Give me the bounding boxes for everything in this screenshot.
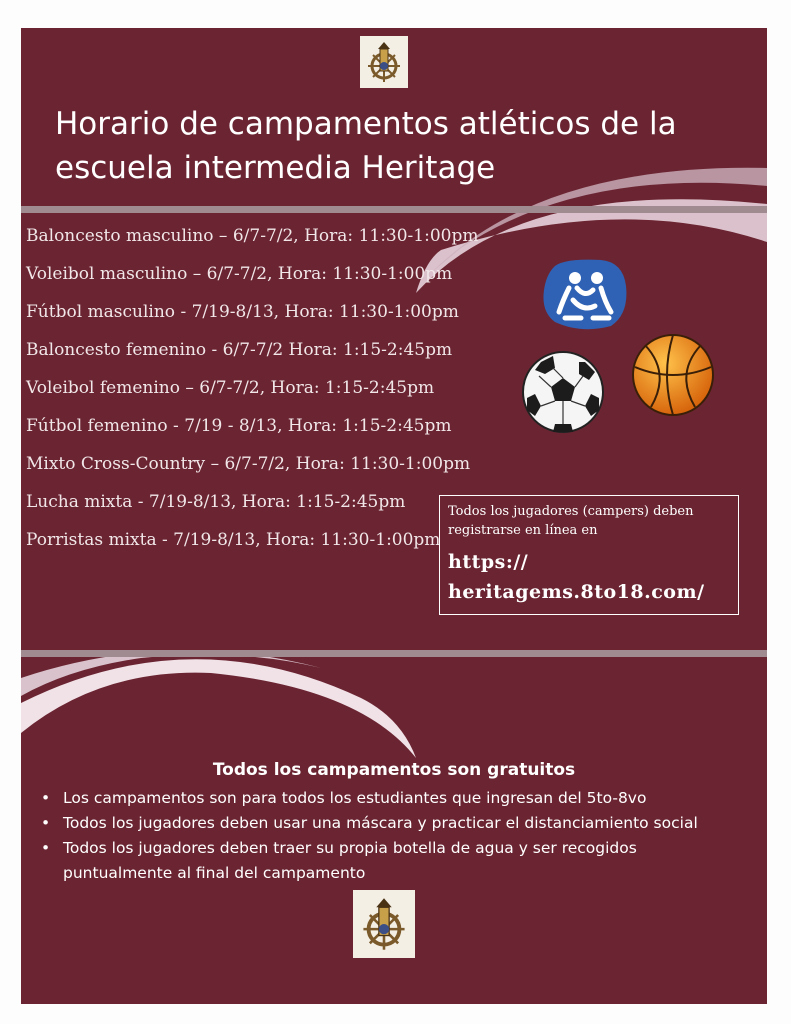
registration-url-line1[interactable]: https:// (448, 551, 529, 573)
logo-top (360, 36, 408, 88)
camp-item: Porristas mixta - 7/19-8/13, Hora: 11:30-1:00pm (26, 530, 441, 550)
note-item: • Todos los jugadores deben usar una máscara y practicar el distanciamiento social (41, 811, 741, 836)
note-item: • Todos los jugadores deben traer su propia botella de agua y ser recogidos puntualmente al final del campamento (41, 836, 741, 886)
registration-link[interactable] (448, 547, 730, 607)
camp-schedule-list (26, 221, 478, 563)
logo-bottom (353, 890, 415, 958)
lighthouse-ship-wheel-logo-icon (357, 894, 411, 954)
footer-notes (41, 786, 741, 886)
camp-item: Baloncesto masculino – 6/7-7/2, Hora: 11:30-1:00pm (26, 226, 479, 246)
camp-item: Baloncesto femenino - 6/7-7/2 Hora: 1:15-2:45pm (26, 340, 453, 360)
camp-item: Voleibol masculino – 6/7-7/2, Hora: 11:30-1:00pm (26, 264, 453, 284)
registration-text: Todos los jugadores (campers) deben registrarse en línea en (448, 504, 694, 538)
bottom-divider (21, 650, 767, 657)
registration-box (439, 495, 739, 615)
camp-item: Fútbol femenino - 7/19 - 8/13, Hora: 1:15-2:45pm (26, 416, 452, 436)
camp-item: Lucha mixta - 7/19-8/13, Hora: 1:15-2:45pm (26, 492, 406, 512)
page-title: Horario de campamentos atléticos de la escuela intermedia Heritage (55, 106, 677, 186)
lighthouse-ship-wheel-logo-icon (363, 39, 405, 85)
registration-url-line2[interactable]: heritagems.8to18.com/ (448, 581, 705, 603)
flyer (21, 28, 767, 1004)
soccer-ball-icon (521, 350, 605, 434)
camp-item: Mixto Cross-Country – 6/7-7/2, Hora: 11:30-1:00pm (26, 454, 471, 474)
basketball-icon (631, 333, 715, 417)
top-divider (21, 206, 767, 213)
camp-item: Fútbol masculino - 7/19-8/13, Hora: 11:30-1:00pm (26, 302, 459, 322)
footer-heading: Todos los campamentos son gratuitos (212, 760, 576, 780)
camp-item: Voleibol femenino – 6/7-7/2, Hora: 1:15-2:45pm (26, 378, 435, 398)
note-item: • Los campamentos son para todos los estudiantes que ingresan del 5to-8vo (41, 786, 741, 811)
wrestling-icon (541, 256, 629, 332)
